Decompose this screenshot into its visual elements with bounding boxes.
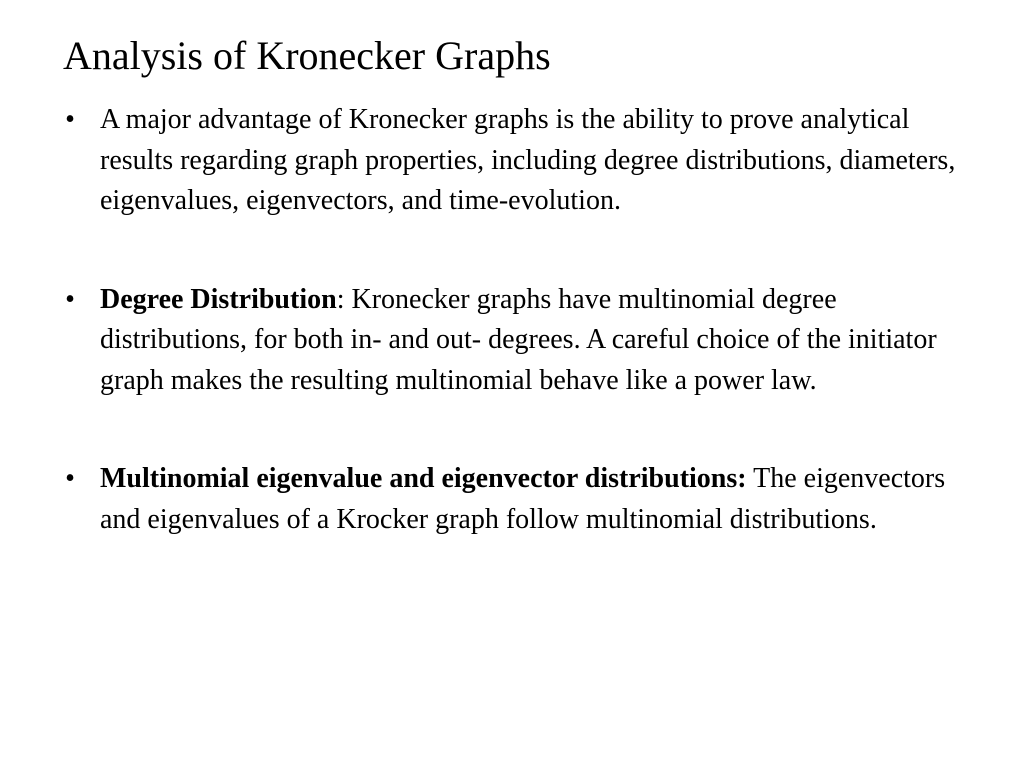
bullet-text: A major advantage of Kronecker graphs is the ability to prove analytical results regarding graph properties, including degree distributions, diameters, eigenvalues, eigenvectors, and time-evolution. (100, 104, 956, 216)
bullet-icon: • (65, 283, 75, 315)
bullet-lead: Multinomial eigenvalue and eigenvector distributions: (100, 463, 747, 494)
slide-title: Analysis of Kronecker Graphs (63, 33, 551, 78)
bullet-item-degree-distribution (60, 280, 960, 402)
bullet-lead: Degree Distribution (100, 283, 337, 315)
bullet-separator: : (336, 283, 352, 315)
bullet-list (60, 100, 960, 540)
bullet-text: The eigenvectors and eigenvalues of a Krocker graph follow multinomial distributions. (100, 463, 946, 535)
bullet-icon: • (65, 463, 75, 494)
bullet-item-advantage (60, 100, 960, 222)
bullet-text: Kronecker graphs have multinomial degree distributions, for both in- and out- degrees. A careful choice of the initiator graph makes the resulting multinomial behave like a power law. (100, 283, 937, 396)
bullet-item-eigen-distributions (60, 459, 960, 540)
bullet-icon: • (65, 104, 75, 135)
